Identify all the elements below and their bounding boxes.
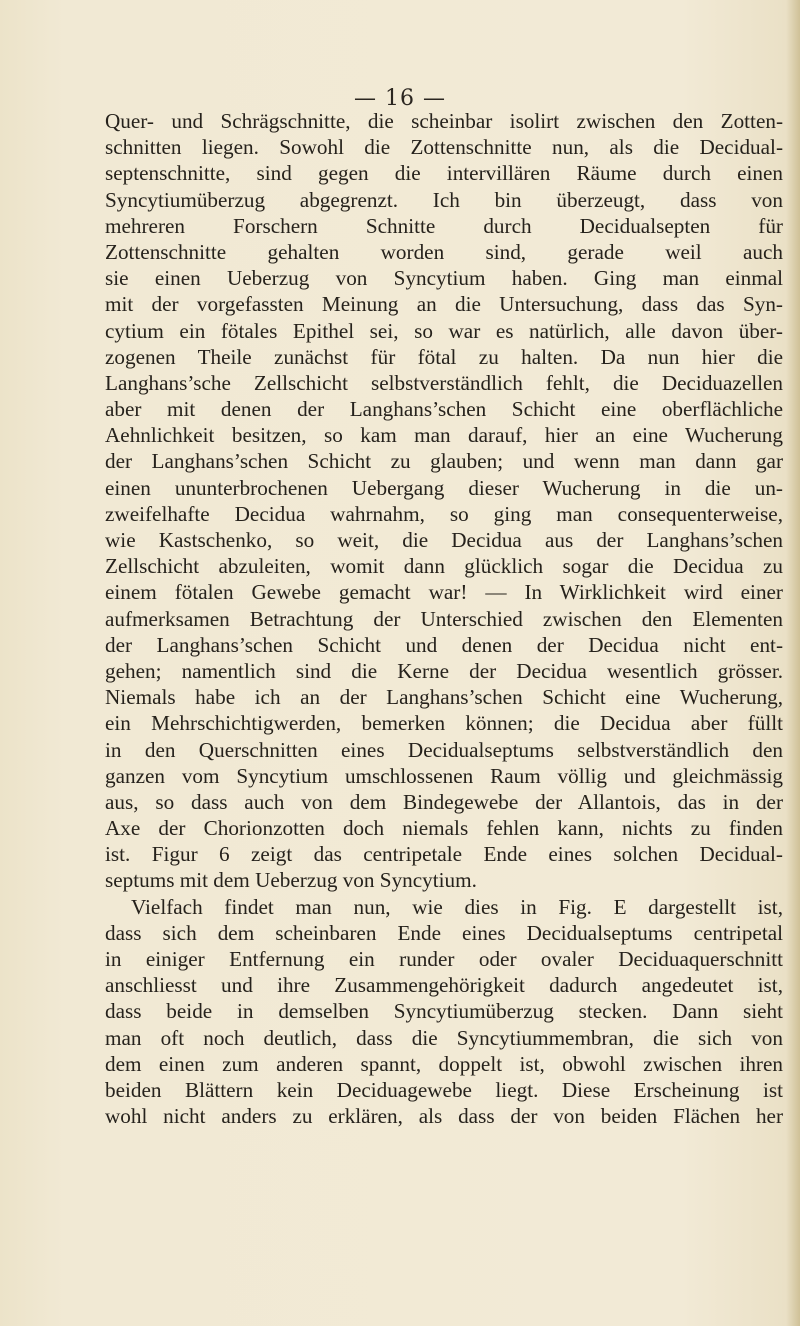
text-line-paragraph-start: Vielfach findet man nun, wie dies in Fig. E dargestellt ist,: [131, 894, 783, 919]
text-line: einem fötalen Gewebe gemacht war! — In Wirklichkeit wird einer: [105, 580, 783, 605]
text-line: wohl nicht anders zu erklären, als dass der von beiden Flächen her: [105, 1104, 783, 1129]
text-line: zogenen Theile zunächst für fötal zu halten. Da nun hier die: [105, 344, 783, 369]
text-line: dem einen zum anderen spannt, doppelt ist, obwohl zwischen ihren: [105, 1051, 783, 1076]
text-line: der Langhans’schen Schicht zu glauben; und wenn man dann gar: [105, 449, 783, 474]
text-line: man oft noch deutlich, dass die Syncytiummembran, die sich von: [105, 1025, 783, 1050]
text-line: mehreren Forschern Schnitte durch Decidualsepten für: [105, 213, 783, 238]
text-line: gehen; namentlich sind die Kerne der Decidua wesentlich grösser.: [105, 658, 783, 683]
text-line: beiden Blättern kein Deciduagewebe liegt. Diese Erscheinung ist: [105, 1077, 783, 1102]
text-line: zweifelhafte Decidua wahrnahm, so ging man consequenterweise,: [105, 501, 783, 526]
text-line: dass sich dem scheinbaren Ende eines Decidualseptums centripetal: [105, 920, 783, 945]
text-line: mit der vorgefassten Meinung an die Untersuchung, dass das Syn-: [105, 292, 783, 317]
text-line: ganzen vom Syncytium umschlossenen Raum völlig und gleichmässig: [105, 763, 783, 788]
text-line: aber mit denen der Langhans’schen Schicht eine oberflächliche: [105, 397, 783, 422]
page-number: — 16 —: [354, 86, 446, 111]
text-line: ein Mehrschichtigwerden, bemerken können; die Decidua aber füllt: [105, 711, 783, 736]
text-line: in den Querschnitten eines Decidualseptums selbstverständlich den: [105, 737, 783, 762]
page-edge-shadow: [786, 0, 800, 1326]
text-line: cytium ein fötales Epithel sei, so war es natürlich, alle davon über-: [105, 318, 783, 343]
text-line: ist. Figur 6 zeigt das centripetale Ende eines solchen Decidual-: [105, 842, 783, 867]
text-line: einen ununterbrochenen Uebergang dieser Wucherung in die un-: [105, 475, 783, 500]
text-line: Axe der Chorionzotten doch niemals fehlen kann, nichts zu finden: [105, 816, 783, 841]
text-line: Zottenschnitte gehalten worden sind, gerade weil auch: [105, 239, 783, 264]
text-line: sie einen Ueberzug von Syncytium haben. Ging man einmal: [105, 266, 783, 291]
text-line: aufmerksamen Betrachtung der Unterschied zwischen den Elementen: [105, 606, 783, 631]
text-line: anschliesst und ihre Zusammengehörigkeit dadurch angedeutet ist,: [105, 973, 783, 998]
text-line: Quer- und Schrägschnitte, die scheinbar isolirt zwischen den Zotten-: [105, 109, 783, 133]
text-line: Zellschicht abzuleiten, womit dann glücklich sogar die Decidua zu: [105, 554, 783, 579]
text-line: aus, so dass auch von dem Bindegewebe der Allantois, das in der: [105, 789, 783, 814]
text-line: der Langhans’schen Schicht und denen der Decidua nicht ent-: [105, 632, 783, 657]
text-line: in einiger Entfernung ein runder oder ovaler Deciduaquerschnitt: [105, 947, 783, 971]
text-line: dass beide in demselben Syncytiumüberzug stecken. Dann sieht: [105, 999, 783, 1024]
text-line-paragraph-end: septums mit dem Ueberzug von Syncytium.: [105, 868, 477, 893]
text-line: Aehnlichkeit besitzen, so kam man darauf, hier an eine Wucherung: [105, 423, 783, 448]
text-line: Langhans’sche Zellschicht selbstverständlich fehlt, die Deciduazellen: [105, 370, 783, 395]
text-line: Syncytiumüberzug abgegrenzt. Ich bin überzeugt, dass von: [105, 187, 783, 212]
text-line: schnitten liegen. Sowohl die Zottenschnitte nun, als die Decidual-: [105, 135, 783, 160]
text-line: septenschnitte, sind gegen die intervillären Räume durch einen: [105, 161, 783, 186]
body-text: [105, 108, 783, 1129]
text-line: wie Kastschenko, so weit, die Decidua aus der Langhans’schen: [105, 528, 783, 552]
text-line: Niemals habe ich an der Langhans’schen Schicht eine Wucherung,: [105, 685, 783, 710]
